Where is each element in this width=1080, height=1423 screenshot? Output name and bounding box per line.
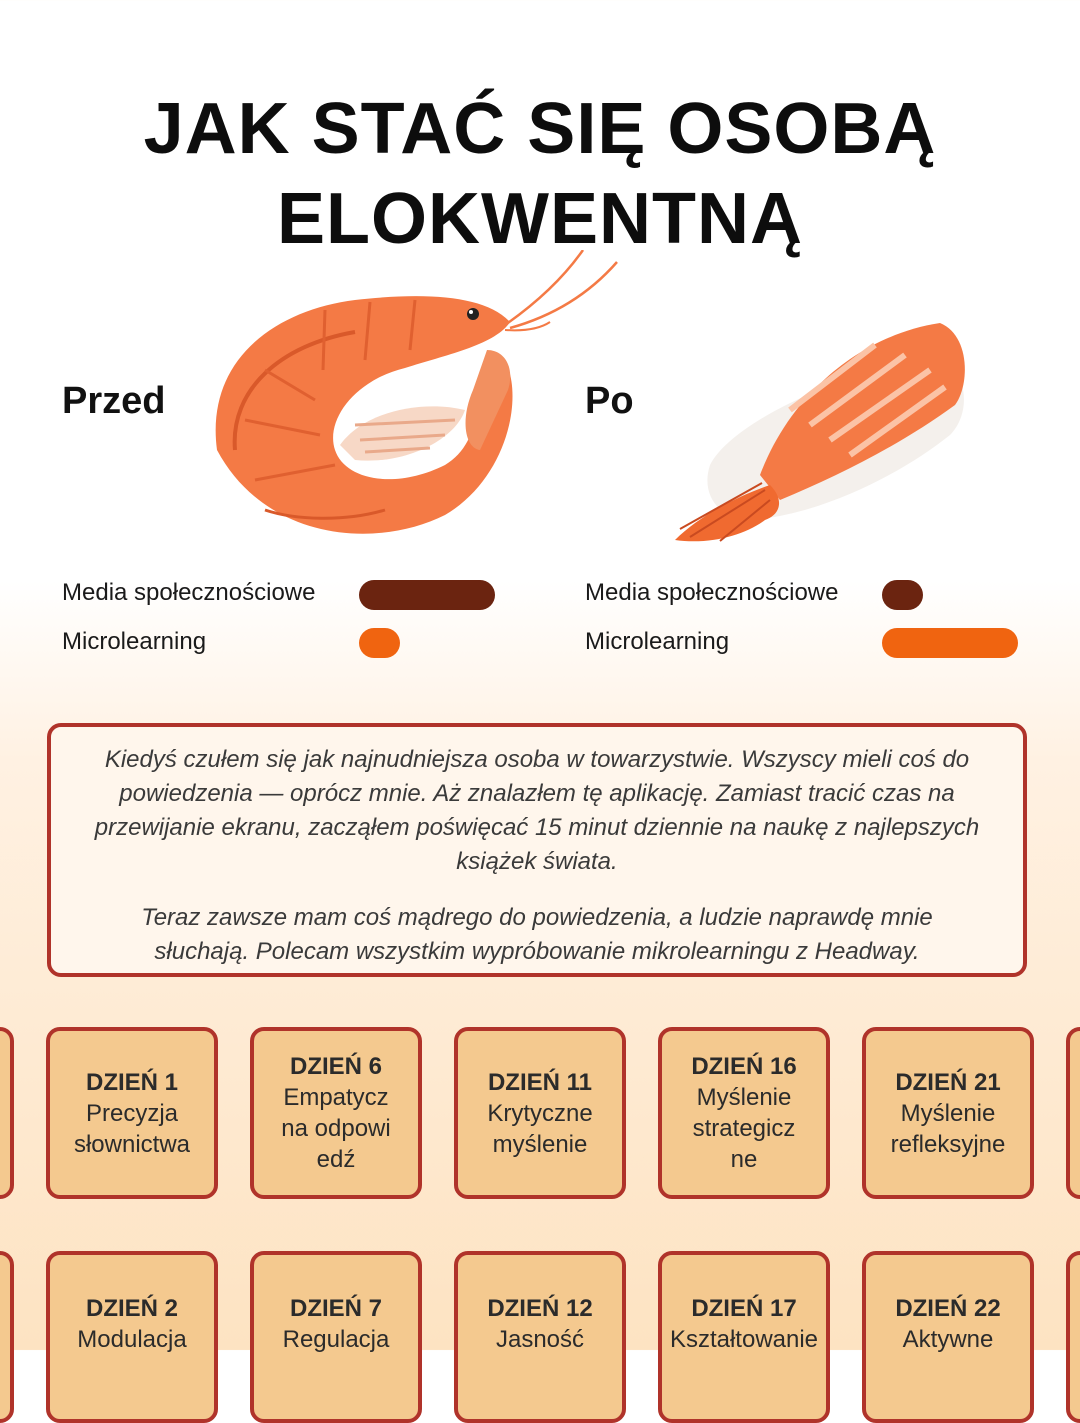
before-stat-social-media — [62, 579, 315, 607]
day-number: DZIEŃ 21 — [895, 1068, 1001, 1096]
day-card-partial-right — [1066, 1027, 1080, 1199]
day-card — [46, 1027, 218, 1199]
day-card-partial-right — [1066, 1251, 1080, 1423]
stat-label: Media społecznościowe — [62, 579, 316, 606]
after-label: Po — [585, 380, 634, 422]
title-line-2: ELOKWENTNĄ — [277, 179, 803, 259]
testimonial-paragraph-1: Kiedyś czułem się jak najnudniejsza osoba w towarzystwie. Wszyscy mieli coś do powiedzenia — oprócz mnie. Aż znalazłem tę aplikację. Zamiast tracić czas na przewijanie ekranu, zacząłem poświęcać 15 minut dziennie na naukę z najlepszych książek świata. — [94, 746, 980, 875]
before-label: Przed — [62, 380, 166, 422]
day-topic: Myślenie strategiczne — [692, 1084, 796, 1173]
day-card — [454, 1251, 626, 1423]
after-stat-social-media — [585, 579, 838, 607]
title-line-1: JAK STAĆ SIĘ OSOBĄ — [143, 89, 937, 169]
day-topic: Precyzja słownictwa — [73, 1099, 191, 1158]
day-card — [46, 1251, 218, 1423]
day-topic: Kształtowanie — [669, 1326, 819, 1353]
day-card-partial-left — [0, 1027, 14, 1199]
day-number: DZIEŃ 1 — [85, 1068, 178, 1096]
day-topic: Modulacja — [77, 1326, 187, 1353]
day-number: DZIEŃ 22 — [895, 1295, 1001, 1322]
day-number: DZIEŃ 2 — [85, 1295, 178, 1322]
day-number: DZIEŃ 16 — [691, 1053, 797, 1080]
day-number: DZIEŃ 6 — [289, 1053, 382, 1080]
testimonial-paragraph-2: Teraz zawsze mam coś mądrego do powiedzenia, a ludzie naprawdę mnie słuchają. Polecam wszystkim wypróbowanie mikrolearningu z Headway. — [141, 904, 933, 965]
day-card — [658, 1027, 830, 1199]
day-number: DZIEŃ 11 — [487, 1068, 593, 1096]
day-card — [454, 1027, 626, 1199]
before-stat-microlearning — [62, 628, 206, 656]
testimonial-box — [47, 723, 1027, 977]
day-card — [862, 1027, 1034, 1199]
day-topic: Empatyczna odpowiedź — [281, 1084, 391, 1173]
stat-label: Microlearning — [62, 628, 207, 655]
day-topic: Aktywne — [902, 1326, 994, 1353]
day-card — [862, 1251, 1034, 1423]
after-microlearning-bar — [882, 628, 1018, 658]
day-topic: Myślenie refleksyjne — [890, 1099, 1006, 1158]
day-card — [250, 1027, 422, 1199]
nigiri-shrimp-image — [670, 315, 975, 550]
raw-shrimp-image — [205, 250, 625, 540]
day-topic: Regulacja — [282, 1326, 390, 1353]
after-social-media-bar — [882, 580, 923, 610]
page-title — [0, 84, 1080, 264]
day-topic: Jasność — [495, 1326, 585, 1353]
day-card-partial-left — [0, 1251, 14, 1423]
day-number: DZIEŃ 17 — [691, 1295, 797, 1322]
stat-label: Media społecznościowe — [585, 579, 839, 606]
day-number: DZIEŃ 7 — [289, 1295, 382, 1322]
before-microlearning-bar — [359, 628, 400, 658]
day-topic: Krytyczne myślenie — [487, 1099, 593, 1158]
day-number: DZIEŃ 12 — [487, 1295, 593, 1322]
day-card — [658, 1251, 830, 1423]
day-card — [250, 1251, 422, 1423]
before-social-media-bar — [359, 580, 495, 610]
after-stat-microlearning — [585, 628, 729, 656]
stat-label: Microlearning — [585, 628, 730, 655]
